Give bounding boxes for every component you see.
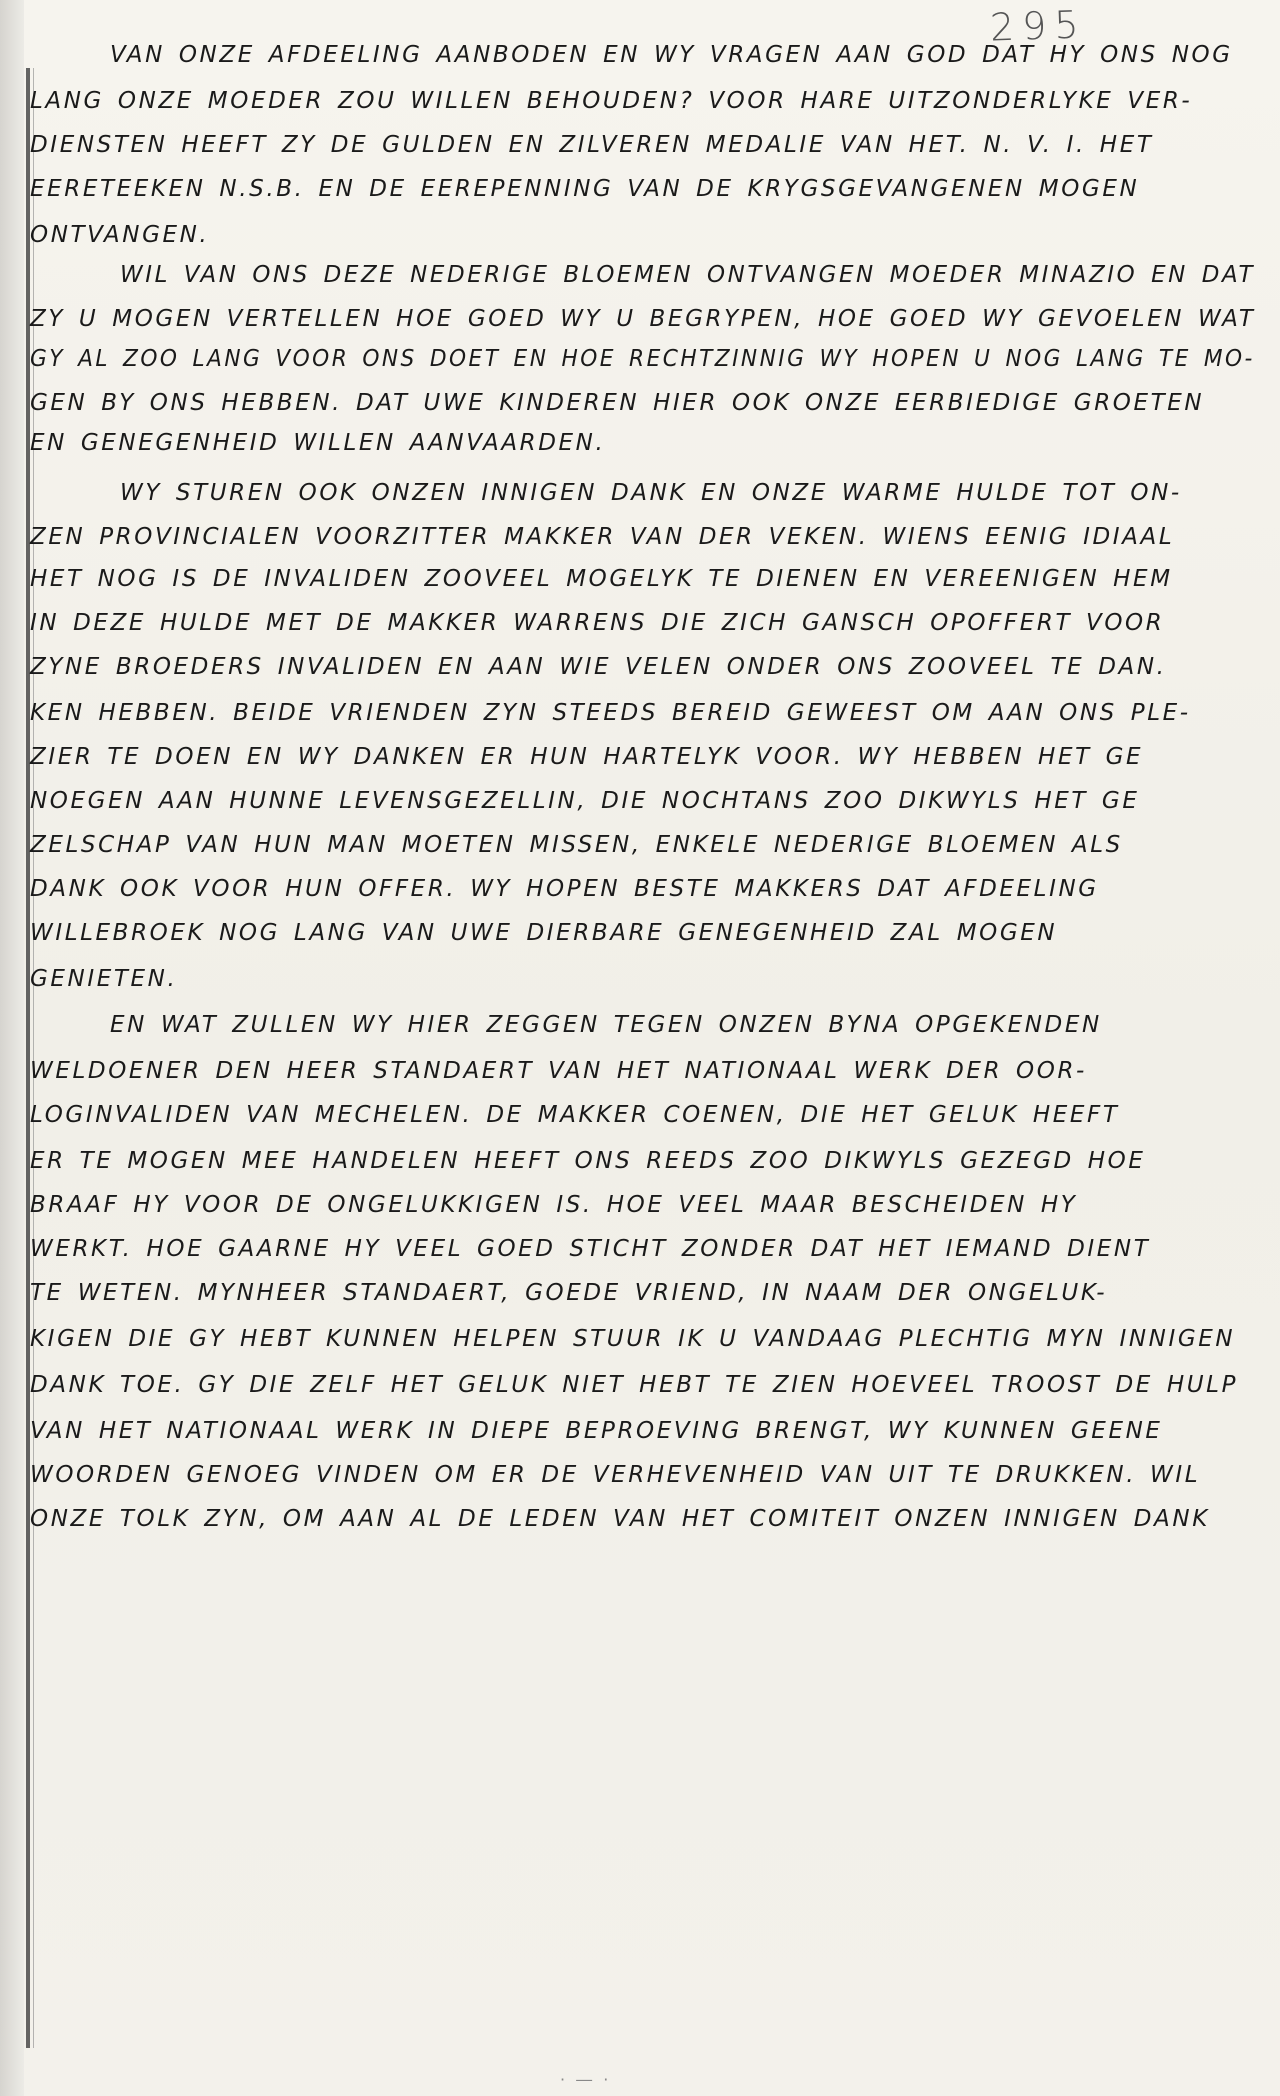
text-line: BRAAF HY VOOR DE ONGELUKKIGEN IS. HOE VEEL MAAR BESCHEIDEN HY xyxy=(30,1192,1078,1218)
text-line: WIL VAN ONS DEZE NEDERIGE BLOEMEN ONTVANGEN MOEDER MINAZIO EN DAT xyxy=(120,262,1256,288)
text-line: HET NOG IS DE INVALIDEN ZOOVEEL MOGELYK TE DIENEN EN VEREENIGEN HEM xyxy=(30,566,1173,592)
text-line: WELDOENER DEN HEER STANDAERT VAN HET NATIONAAL WERK DER OOR- xyxy=(30,1058,1087,1084)
text-line: IN DEZE HULDE MET DE MAKKER WARRENS DIE ZICH GANSCH OPOFFERT VOOR xyxy=(30,610,1165,636)
bottom-mark: · ― · xyxy=(560,2070,612,2089)
text-line: ZELSCHAP VAN HUN MAN MOETEN MISSEN, ENKELE NEDERIGE BLOEMEN ALS xyxy=(30,832,1123,858)
text-line: EN GENEGENHEID WILLEN AANVAARDEN. xyxy=(30,430,606,456)
text-line: LOGINVALIDEN VAN MECHELEN. DE MAKKER COENEN, DIE HET GELUK HEEFT xyxy=(30,1102,1120,1128)
text-line: KEN HEBBEN. BEIDE VRIENDEN ZYN STEEDS BEREID GEWEEST OM AAN ONS PLE- xyxy=(30,700,1191,726)
text-line: GENIETEN. xyxy=(30,966,178,992)
text-line: ONTVANGEN. xyxy=(30,222,210,248)
text-line: VAN HET NATIONAAL WERK IN DIEPE BEPROEVING BRENGT, WY KUNNEN GEENE xyxy=(30,1418,1163,1444)
text-line: EERETEEKEN N.S.B. EN DE EEREPENNING VAN DE KRYGSGEVANGENEN MOGEN xyxy=(30,176,1140,202)
text-line: DIENSTEN HEEFT ZY DE GULDEN EN ZILVEREN MEDALIE VAN HET. N. V. I. HET xyxy=(30,132,1154,158)
text-line: ZY U MOGEN VERTELLEN HOE GOED WY U BEGRYPEN, HOE GOED WY GEVOELEN WAT xyxy=(30,306,1256,332)
text-line: EN WAT ZULLEN WY HIER ZEGGEN TEGEN ONZEN BYNA OPGEKENDEN xyxy=(110,1012,1102,1038)
text-line: NOEGEN AAN HUNNE LEVENSGEZELLIN, DIE NOCHTANS ZOO DIKWYLS HET GE xyxy=(30,788,1140,814)
text-line: WERKT. HOE GAARNE HY VEEL GOED STICHT ZONDER DAT HET IEMAND DIENT xyxy=(30,1236,1151,1262)
text-line: DANK OOK VOOR HUN OFFER. WY HOPEN BESTE MAKKERS DAT AFDEELING xyxy=(30,876,1099,902)
text-line: TE WETEN. MYNHEER STANDAERT, GOEDE VRIEND, IN NAAM DER ONGELUK- xyxy=(30,1280,1108,1306)
text-line: GY AL ZOO LANG VOOR ONS DOET EN HOE RECHTZINNIG WY HOPEN U NOG LANG TE MO- xyxy=(30,346,1255,372)
text-line: DANK TOE. GY DIE ZELF HET GELUK NIET HEBT TE ZIEN HOEVEEL TROOST DE HULP xyxy=(30,1372,1239,1398)
text-line: ZYNE BROEDERS INVALIDEN EN AAN WIE VELEN ONDER ONS ZOOVEEL TE DAN. xyxy=(30,654,1167,680)
page-number: 295 xyxy=(989,2,1088,50)
text-line: ONZE TOLK ZYN, OM AAN AL DE LEDEN VAN HET COMITEIT ONZEN INNIGEN DANK xyxy=(30,1506,1210,1532)
page-edge-shadow xyxy=(0,0,24,2096)
text-line: KIGEN DIE GY HEBT KUNNEN HELPEN STUUR IK U VANDAAG PLECHTIG MYN INNIGEN xyxy=(30,1326,1236,1352)
text-line: GEN BY ONS HEBBEN. DAT UWE KINDEREN HIER OOK ONZE EERBIEDIGE GROETEN xyxy=(30,390,1205,416)
text-line: ER TE MOGEN MEE HANDELEN HEEFT ONS REEDS ZOO DIKWYLS GEZEGD HOE xyxy=(30,1148,1146,1174)
text-line: WILLEBROEK NOG LANG VAN UWE DIERBARE GENEGENHEID ZAL MOGEN xyxy=(30,920,1058,946)
text-line: ZEN PROVINCIALEN VOORZITTER MAKKER VAN DER VEKEN. WIENS EENIG IDIAAL xyxy=(30,524,1175,550)
text-line: WOORDEN GENOEG VINDEN OM ER DE VERHEVENHEID VAN UIT TE DRUKKEN. WIL xyxy=(30,1462,1201,1488)
text-line: VAN ONZE AFDEELING AANBODEN EN WY VRAGEN AAN GOD DAT HY ONS NOG xyxy=(110,42,1233,68)
text-line: LANG ONZE MOEDER ZOU WILLEN BEHOUDEN? VOOR HARE UITZONDERLYKE VER- xyxy=(30,88,1193,114)
text-line: ZIER TE DOEN EN WY DANKEN ER HUN HARTELYK VOOR. WY HEBBEN HET GE xyxy=(30,744,1144,770)
text-line: WY STUREN OOK ONZEN INNIGEN DANK EN ONZE WARME HULDE TOT ON- xyxy=(120,480,1182,506)
